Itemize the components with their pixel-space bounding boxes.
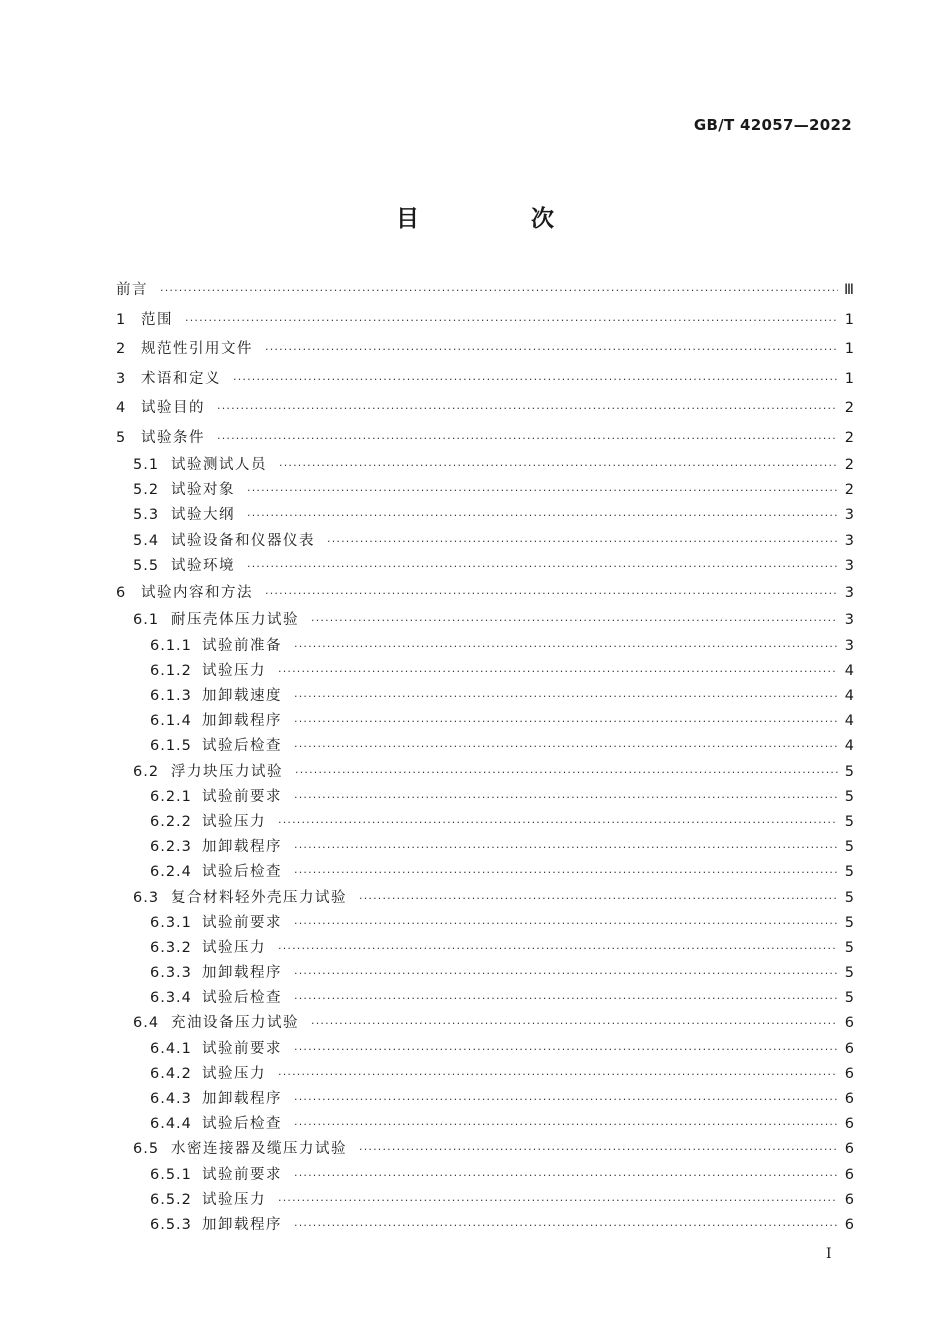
toc-dot-leader [294,634,838,659]
toc-entry-title: 试验前准备 [202,637,282,654]
toc-entry-title: 试验后检查 [202,990,282,1007]
toc-entry-page: 5 [844,763,854,780]
toc-entry-title: 术语和定义 [141,370,221,387]
toc-entry-number: 1 [116,311,127,328]
toc-entry-title: 范围 [141,311,173,328]
toc-entry-page: 4 [844,662,854,679]
toc-entry[interactable] [116,1213,854,1238]
toc-entry-number: 5.3 [133,507,160,524]
toc-entry[interactable] [116,1011,854,1036]
toc-entry-title: 试验前要求 [202,914,282,931]
toc-entry-title: 加卸载程序 [202,1216,282,1233]
toc-entry-page: 3 [844,637,854,654]
toc-entry[interactable] [116,835,854,860]
toc-entry-page: 3 [844,612,854,629]
toc-entry-number: 6.1 [133,612,160,629]
toc-entry-number: 5.2 [133,482,160,499]
toc-entry[interactable] [116,1037,854,1062]
toc-entry[interactable] [116,860,854,885]
toc-entry-page: 6 [844,1065,854,1082]
toc-entry-page: 1 [844,311,854,328]
toc-entry[interactable] [116,394,854,424]
toc-entry-title: 耐压壳体压力试验 [171,612,299,629]
toc-dot-leader [278,1062,838,1087]
toc-entry[interactable] [116,986,854,1011]
toc-entry-page: 6 [844,1015,854,1032]
toc-dot-leader [160,276,838,306]
toc-entry[interactable] [116,911,854,936]
toc-entry-number: 6.4 [133,1015,160,1032]
toc-entry-title: 充油设备压力试验 [171,1015,299,1032]
toc-dot-leader [294,1037,838,1062]
toc-entry[interactable] [116,1188,854,1213]
toc-entry-page: 3 [844,507,854,524]
toc-entry-number: 5.1 [133,457,160,473]
toc-entry-number: 6.4.2 [150,1065,192,1082]
toc-entry[interactable] [116,785,854,810]
toc-dot-leader [278,659,838,684]
toc-entry-title: 试验前要求 [202,788,282,805]
toc-entry-page: 5 [844,839,854,856]
toc-entry[interactable] [116,453,854,478]
page-number: I [826,1246,832,1262]
toc-entry[interactable] [116,634,854,659]
toc-dot-leader [294,684,838,709]
toc-entry[interactable] [116,810,854,835]
toc-entry-title: 加卸载速度 [202,688,282,704]
toc-entry-number: 6.3.3 [150,965,192,982]
toc-entry-title: 加卸载程序 [202,1091,282,1107]
toc-entry-number: 6.5.3 [150,1216,192,1233]
toc-entry-page: 6 [844,1166,854,1183]
toc-entry-page: 5 [844,914,854,931]
toc-dot-leader [294,835,838,860]
toc-entry[interactable] [116,424,854,454]
toc-entry-page: 6 [844,1040,854,1057]
toc-entry-page: 6 [844,1141,854,1158]
toc-dot-leader [265,579,838,609]
toc-entry-number: 6.2.4 [150,864,192,881]
toc-entry-page: 5 [844,864,854,881]
toc-dot-leader [217,394,838,424]
toc-entry[interactable] [116,1163,854,1188]
toc-entry-title: 试验环境 [171,557,235,574]
toc-dot-leader [247,478,838,503]
toc-dot-leader [278,810,838,835]
toc-entry-title: 试验前要求 [202,1040,282,1057]
toc-entry-number: 6.5 [133,1141,160,1158]
toc-entry-title: 试验压力 [202,1065,266,1082]
toc-dot-leader [185,306,838,336]
toc-entry-title: 前言 [116,282,148,298]
toc-entry-page: 6 [844,1116,854,1133]
toc-entry-page: 6 [844,1091,854,1107]
toc-entry-page: 6 [844,1191,854,1208]
toc-dot-leader [294,1163,838,1188]
toc-entry-number: 6.3.1 [150,914,192,931]
toc-entry-page: 2 [844,429,854,446]
toc-dot-leader [247,554,838,579]
toc-entry-title: 试验压力 [202,662,266,679]
toc-entry-page: 2 [844,482,854,499]
toc-entry-number: 2 [116,341,127,357]
toc-entry[interactable] [116,579,854,609]
toc-entry-page: 5 [844,965,854,982]
toc-entry-page: 3 [844,584,854,601]
toc-entry-number: 4 [116,400,127,416]
toc-entry-title: 试验条件 [141,429,205,446]
toc-dot-leader [359,1137,838,1162]
toc-dot-leader [247,503,838,528]
page-title: 目 次 [395,206,606,232]
toc-entry-title: 试验对象 [171,482,235,499]
toc-entry-page: 1 [844,341,854,357]
toc-entry-page: 3 [844,557,854,574]
toc-entry-page: 4 [844,688,854,704]
toc-entry[interactable] [116,478,854,503]
toc-entry-number: 6.4.4 [150,1116,192,1133]
toc-entry[interactable] [116,554,854,579]
toc-entry[interactable] [116,961,854,986]
toc-entry-number: 5.4 [133,532,160,549]
toc-entry-page: 4 [844,713,854,730]
toc-entry-page: 1 [844,370,854,387]
toc-entry-title: 规范性引用文件 [141,341,253,357]
toc-entry-title: 加卸载程序 [202,839,282,856]
toc-entry-title: 试验设备和仪器仪表 [171,532,315,549]
toc-entry-number: 6.4.3 [150,1091,192,1107]
toc-entry[interactable] [116,709,854,734]
toc-entry-number: 6.1.5 [150,738,192,755]
toc-entry-number: 6.3 [133,889,160,906]
toc-entry-title: 试验内容和方法 [141,584,253,601]
toc-entry-page: 5 [844,788,854,805]
toc-entry-page: 5 [844,990,854,1007]
toc-dot-leader [278,1188,838,1213]
toc-entry[interactable] [116,1062,854,1087]
toc-dot-leader [294,785,838,810]
toc-dot-leader [294,1087,838,1112]
toc-entry-title: 加卸载程序 [202,713,282,730]
toc-entry-title: 试验后检查 [202,864,282,881]
toc-dot-leader [294,911,838,936]
toc-dot-leader [295,760,838,785]
toc-entry-page: 2 [844,400,854,416]
toc-entry-title: 试验后检查 [202,738,282,755]
toc-dot-leader [279,453,838,478]
toc-entry[interactable] [116,335,854,365]
toc-entry-number: 5.5 [133,557,160,574]
toc-entry-number: 6.5.2 [150,1191,192,1208]
toc-entry[interactable] [116,276,854,306]
toc-entry-page: Ⅲ [844,282,854,298]
toc-entry-number: 6.2.2 [150,813,192,830]
toc-entry-number: 6.3.4 [150,990,192,1007]
toc-entry-title: 试验压力 [202,813,266,830]
toc-entry-number: 6.2.1 [150,788,192,805]
toc-entry-number: 6 [116,584,127,601]
toc-entry-page: 5 [844,889,854,906]
toc-entry-page: 6 [844,1216,854,1233]
toc-dot-leader [311,608,838,633]
toc-entry-title: 试验前要求 [202,1166,282,1183]
toc-dot-leader [294,1112,838,1137]
toc-entry[interactable] [116,886,854,911]
toc-entry-title: 试验大纲 [171,507,235,524]
toc-entry[interactable] [116,503,854,528]
toc-entry[interactable] [116,760,854,785]
toc-entry[interactable] [116,936,854,961]
toc-entry-title: 试验测试人员 [171,457,267,473]
toc-dot-leader [233,365,838,395]
toc-entry[interactable] [116,1087,854,1112]
toc-entry-title: 加卸载程序 [202,965,282,982]
toc-entry[interactable] [116,608,854,633]
toc-entry-number: 6.1.1 [150,637,192,654]
toc-entry-number: 6.1.3 [150,688,192,704]
toc-entry-number: 6.1.4 [150,713,192,730]
toc-entry[interactable] [116,659,854,684]
toc-dot-leader [217,424,838,454]
toc-dot-leader [294,860,838,885]
toc-entry-title: 试验后检查 [202,1116,282,1133]
toc-entry[interactable] [116,529,854,554]
toc-entry-number: 6.3.2 [150,939,192,956]
toc-dot-leader [278,936,838,961]
table-of-contents [116,276,854,1238]
standard-code: GB/T 42057—2022 [693,116,852,134]
toc-entry-page: 4 [844,738,854,755]
toc-entry-page: 2 [844,457,854,473]
toc-entry-number: 6.1.2 [150,662,192,679]
toc-entry-title: 试验压力 [202,1191,266,1208]
toc-entry-page: 5 [844,813,854,830]
toc-dot-leader [294,961,838,986]
toc-entry-title: 试验目的 [141,400,205,416]
toc-dot-leader [311,1011,838,1036]
toc-entry[interactable] [116,734,854,759]
toc-dot-leader [294,1213,838,1238]
toc-dot-leader [294,734,838,759]
toc-dot-leader [265,335,838,365]
toc-entry[interactable] [116,1137,854,1162]
toc-entry-title: 浮力块压力试验 [171,763,283,780]
toc-entry[interactable] [116,306,854,336]
toc-entry-number: 6.2.3 [150,839,192,856]
toc-entry[interactable] [116,684,854,709]
toc-dot-leader [359,886,838,911]
toc-entry-number: 6.4.1 [150,1040,192,1057]
toc-dot-leader [294,709,838,734]
toc-entry[interactable] [116,365,854,395]
toc-entry[interactable] [116,1112,854,1137]
toc-dot-leader [327,529,838,554]
toc-entry-title: 复合材料轻外壳压力试验 [171,889,347,906]
toc-dot-leader [294,986,838,1011]
toc-entry-title: 水密连接器及缆压力试验 [171,1141,347,1158]
toc-entry-number: 3 [116,370,127,387]
toc-entry-title: 试验压力 [202,939,266,956]
toc-entry-number: 6.5.1 [150,1166,192,1183]
toc-entry-number: 6.2 [133,763,160,780]
toc-entry-number: 5 [116,429,127,446]
toc-entry-page: 3 [844,532,854,549]
toc-entry-page: 5 [844,939,854,956]
